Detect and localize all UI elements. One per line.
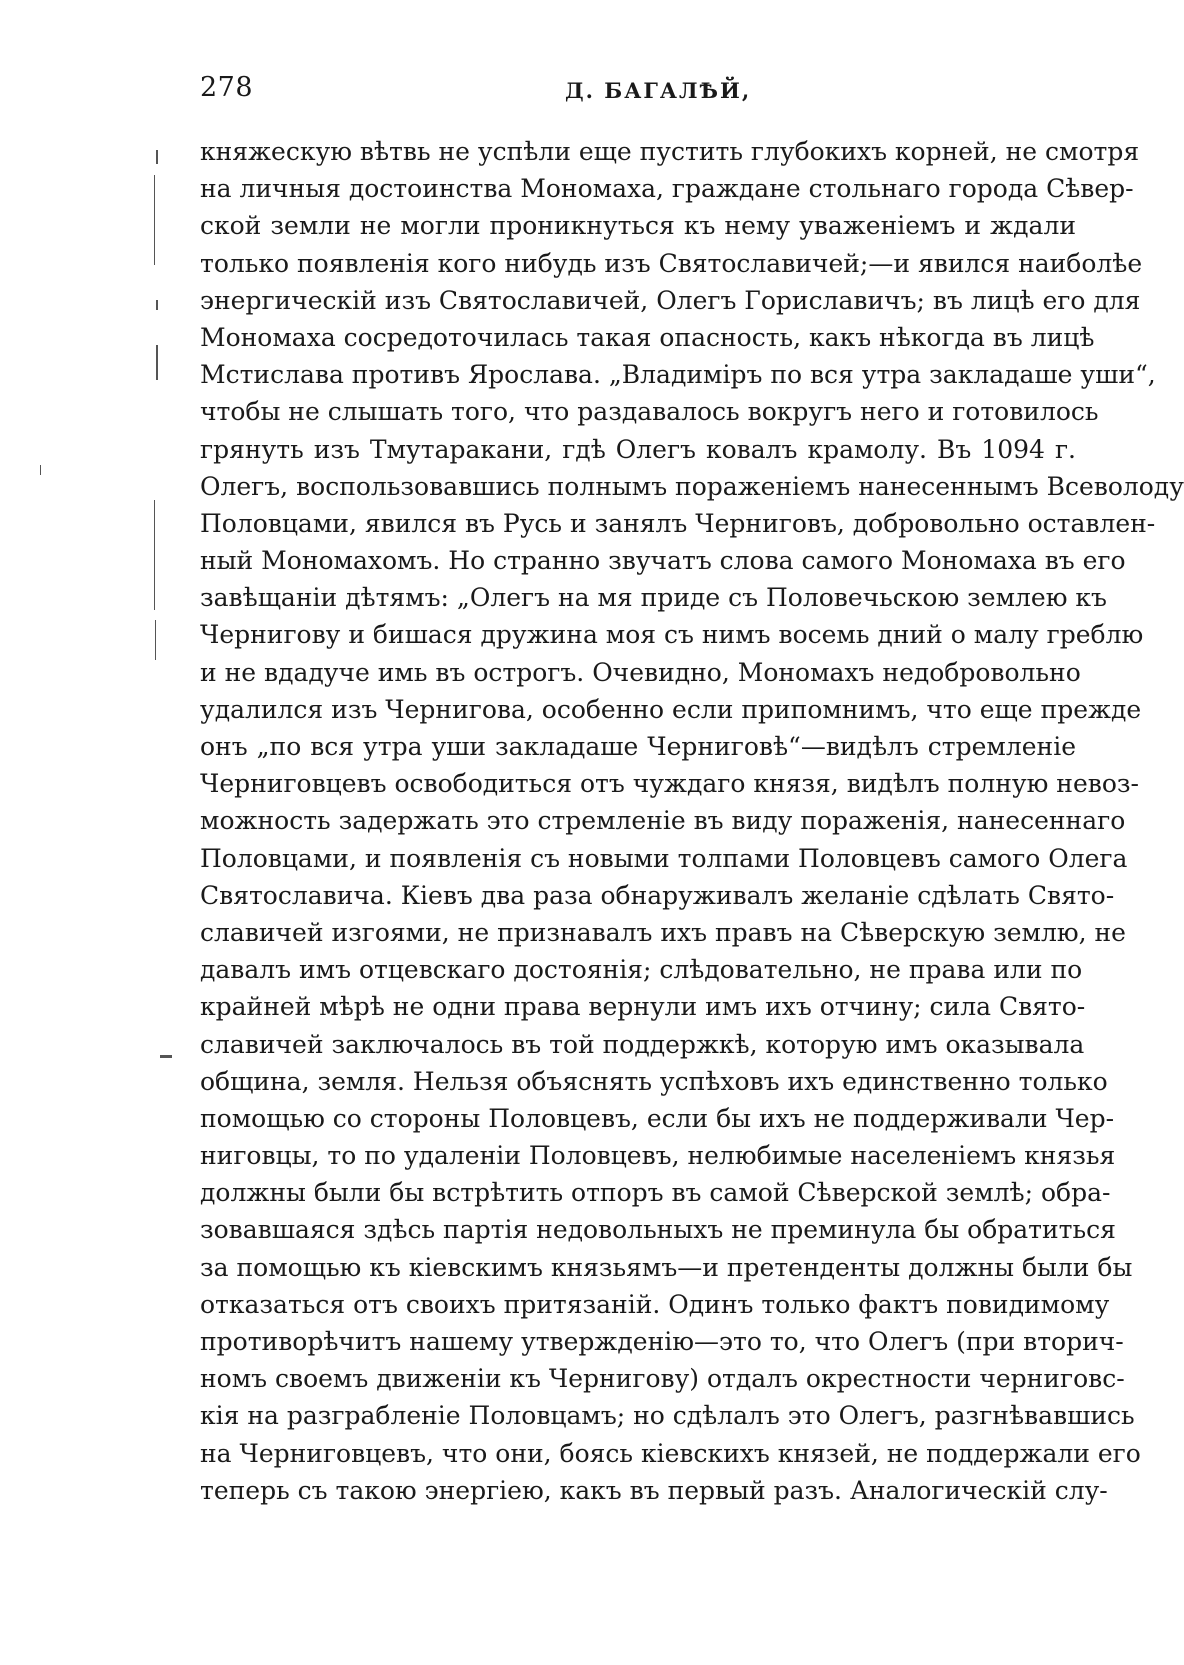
text-line: Половцами, и появленія съ новыми толпами Половцевъ самого Олега — [200, 843, 1128, 873]
text-line: зовавшаяся здѣсь партія недовольныхъ не преминула бы обратиться — [200, 1215, 1116, 1245]
text-line: славичей изгоями, не признавалъ ихъ правъ на Сѣверскую землю, не — [200, 917, 1126, 947]
text-line: онъ „по вся утра уши закладаше Черниговѣ“—видѣлъ стремленіе — [200, 732, 1076, 761]
text-line: ской земли не могли проникнуться къ нему уваженіемъ и ждали — [200, 211, 1076, 241]
text-line: за помощью къ кіевскимъ князьямъ—и претенденты должны были бы — [200, 1252, 1133, 1282]
text-line: завѣщаніи дѣтямъ: „Олегъ на мя приде съ Половечьскою землею къ — [200, 583, 1107, 613]
text-line: и не вдадуче имь въ острогъ. Очевидно, Мономахъ недобровольно — [200, 657, 1081, 687]
page-number: 278 — [200, 72, 254, 103]
text-line: княжескую вѣтвь не успѣли еще пустить глубокихъ корней, не смотря — [200, 137, 1140, 166]
text-line: можность задержать это стремленіе въ виду пораженія, нанесеннаго — [200, 806, 1126, 836]
text-line: Олегъ, воспользовавшись полнымъ пораженіемъ нанесеннымъ Всеволоду — [200, 471, 1184, 501]
text-line: Половцами, явился въ Русь и занялъ Черниговъ, добровольно оставлен- — [200, 508, 1156, 538]
text-line: противорѣчитъ нашему утвержденію—это то, что Олегъ (при вторич- — [200, 1327, 1124, 1356]
text-line: теперь съ такою энергіею, какъ въ первый разъ. Аналогическій слу- — [200, 1475, 1108, 1505]
text-line: номъ своемъ движеніи къ Чернигову) отдалъ окрестности черниговс- — [200, 1364, 1125, 1394]
text-line: Черниговцевъ освободиться отъ чуждаго князя, видѣлъ полную невоз- — [200, 769, 1139, 799]
text-line: помощью со стороны Половцевъ, если бы ихъ не поддерживали Чер- — [200, 1103, 1115, 1133]
text-line: грянуть изъ Тмутаракани, гдѣ Олегъ ковалъ крамолу. Въ 1094 г. — [200, 434, 1076, 464]
text-line: крайней мѣрѣ не одни права вернули имъ ихъ отчину; сила Свято- — [200, 992, 1086, 1022]
text-line: община, земля. Нельзя объяснять успѣховъ ихъ единственно только — [200, 1066, 1108, 1096]
text-line: чтобы не слышать того, что раздавалось вокругъ него и готовилось — [200, 397, 1099, 427]
text-line: отказаться отъ своихъ притязаній. Одинъ только фактъ повидимому — [200, 1289, 1110, 1319]
text-line: давалъ имъ отцевскаго достоянія; слѣдовательно, не права или по — [200, 955, 1083, 985]
text-line: ный Мономахомъ. Но странно звучатъ слова самого Мономаха въ его — [200, 546, 1126, 576]
text-line: ниговцы, то по удаленіи Половцевъ, нелюбимые населеніемъ князья — [200, 1141, 1116, 1171]
text-line: кія на разграбленіе Половцамъ; но сдѣлалъ это Олегъ, разгнѣвавшись — [200, 1401, 1135, 1431]
text-line: должны были бы встрѣтить отпоръ въ самой Сѣверской землѣ; обра- — [200, 1178, 1111, 1208]
text-line: Святославича. Кіевъ два раза обнаруживалъ желаніе сдѣлать Свято- — [200, 880, 1115, 910]
text-line: на Черниговцевъ, что они, боясь кіевскихъ князей, не поддержали его — [200, 1438, 1141, 1468]
text-line: энергическій изъ Святославичей, Олегъ Гориславичъ; въ лицѣ его для — [200, 285, 1141, 315]
text-line: на личныя достоинства Мономаха, граждане стольнаго города Сѣвер- — [200, 174, 1134, 204]
text-line: Чернигову и бишася дружина моя съ нимъ восемь дний о малу греблю — [200, 620, 1144, 650]
text-line: Мстислава противъ Ярослава. „Владиміръ по вся утра закладаше уши“, — [200, 360, 1156, 390]
text-line: только появленія кого нибудь изъ Святославичей;—и явился наиболѣе — [200, 248, 1143, 278]
text-line: Мономаха сосредоточилась такая опасность, какъ нѣкогда въ лицѣ — [200, 322, 1095, 352]
body-text — [200, 133, 1184, 1509]
text-line: славичей заключалось въ той поддержкѣ, которую имъ оказывала — [200, 1029, 1085, 1059]
margin-marks — [150, 150, 170, 1200]
text-line: удалился изъ Чернигова, особенно если припомнимъ, что еще прежде — [200, 694, 1142, 724]
running-head: Д. БАГАЛѢЙ, — [565, 78, 752, 103]
